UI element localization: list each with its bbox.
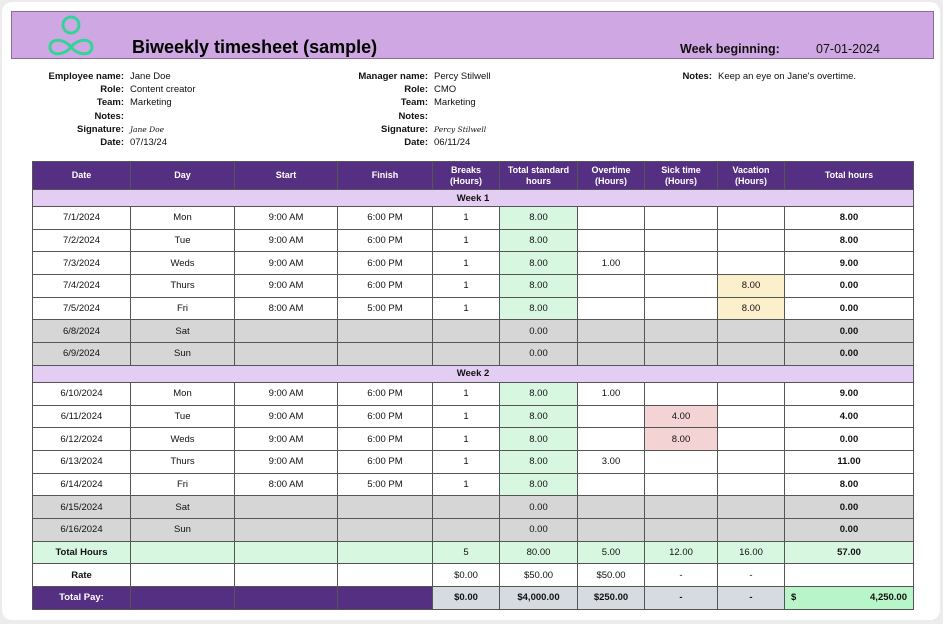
pay-standard: $4,000.00 — [500, 587, 578, 610]
date-cell[interactable]: 6/16/2024 — [33, 518, 131, 541]
overtime-cell[interactable]: 3.00 — [578, 450, 645, 473]
breaks-cell[interactable]: 1 — [433, 428, 500, 451]
day-cell[interactable]: Weds — [131, 428, 235, 451]
employee-name-value[interactable]: Jane Doe — [130, 71, 171, 82]
overtime-cell[interactable]: 1.00 — [578, 382, 645, 405]
total-hours-cell: 9.00 — [785, 382, 914, 405]
overtime-cell[interactable] — [578, 428, 645, 451]
col-header-text: Total hours — [824, 170, 874, 180]
standard-hours-cell[interactable]: 8.00 — [500, 382, 578, 405]
manager-notes-label: Notes: — [398, 110, 428, 122]
finish-cell[interactable]: 5:00 PM — [338, 473, 433, 496]
total-breaks: 5 — [433, 541, 500, 564]
vacation-cell[interactable]: 8.00 — [718, 297, 785, 320]
employee-notes-label: Notes: — [94, 110, 124, 122]
vacation-cell[interactable] — [718, 343, 785, 366]
table-row — [33, 207, 914, 230]
employee-role-value[interactable]: Content creator — [130, 84, 196, 96]
breaks-cell[interactable]: 1 — [433, 229, 500, 252]
col-header-text: Date — [71, 170, 92, 180]
total-hours-cell: 9.00 — [785, 252, 914, 275]
breaks-cell[interactable]: 1 — [433, 473, 500, 496]
page-title: Biweekly timesheet (sample) — [132, 37, 378, 57]
col-header-text: Overtime — [591, 164, 631, 175]
col-header-total-hours — [785, 162, 914, 190]
overtime-cell[interactable] — [578, 473, 645, 496]
sick-time-cell[interactable]: 8.00 — [645, 428, 718, 451]
vacation-cell[interactable] — [718, 496, 785, 519]
notes-info — [652, 70, 856, 83]
date-cell[interactable]: 6/9/2024 — [33, 343, 131, 366]
day-cell[interactable]: Tue — [131, 229, 235, 252]
total-hours-cell: 0.00 — [785, 496, 914, 519]
date-cell[interactable]: 6/8/2024 — [33, 320, 131, 343]
start-cell[interactable] — [235, 518, 338, 541]
empty-cell — [235, 587, 338, 610]
total-pay-row — [33, 587, 914, 610]
start-cell[interactable] — [235, 496, 338, 519]
breaks-cell[interactable] — [433, 518, 500, 541]
sick-time-cell[interactable] — [645, 382, 718, 405]
col-header-text: Day — [174, 170, 191, 180]
day-cell[interactable]: Sun — [131, 343, 235, 366]
overtime-cell[interactable] — [578, 496, 645, 519]
date-cell[interactable]: 7/5/2024 — [33, 297, 131, 320]
day-cell[interactable]: Mon — [131, 207, 235, 230]
rate-overtime[interactable]: $50.00 — [578, 564, 645, 587]
total-pay-value — [785, 587, 914, 610]
employee-team-value[interactable]: Marketing — [130, 97, 172, 109]
standard-hours-cell[interactable]: 8.00 — [500, 252, 578, 275]
table-row — [33, 518, 914, 541]
empty-cell — [131, 564, 235, 587]
table-row — [33, 428, 914, 451]
standard-hours-cell[interactable]: 8.00 — [500, 297, 578, 320]
col-header-overtime — [578, 162, 645, 190]
finish-cell[interactable] — [338, 518, 433, 541]
breaks-cell[interactable] — [433, 496, 500, 519]
day-cell[interactable]: Sun — [131, 518, 235, 541]
sick-time-cell[interactable]: 4.00 — [645, 405, 718, 428]
total-pay-label: Total Pay: — [33, 587, 131, 610]
manager-signature-label: Signature: — [381, 123, 428, 135]
employee-signature: Jane Doe — [130, 124, 165, 134]
start-cell[interactable]: 9:00 AM — [235, 207, 338, 230]
breaks-cell[interactable]: 1 — [433, 297, 500, 320]
rate-label: Rate — [33, 564, 131, 587]
total-hours-cell: 11.00 — [785, 450, 914, 473]
finish-cell[interactable]: 6:00 PM — [338, 275, 433, 298]
total-hours-label: Total Hours — [33, 541, 131, 564]
overtime-cell[interactable] — [578, 518, 645, 541]
start-cell[interactable]: 8:00 AM — [235, 297, 338, 320]
rate-row — [33, 564, 914, 587]
notes-label: Notes: — [682, 71, 712, 82]
standard-hours-cell[interactable]: 0.00 — [500, 320, 578, 343]
overtime-cell[interactable] — [578, 275, 645, 298]
grand-total-hours: 57.00 — [785, 541, 914, 564]
empty-cell — [235, 541, 338, 564]
overtime-cell[interactable] — [578, 229, 645, 252]
employee-signature-label: Signature: — [77, 123, 124, 135]
start-cell[interactable]: 9:00 AM — [235, 229, 338, 252]
total-hours-cell: 8.00 — [785, 207, 914, 230]
date-cell[interactable]: 7/3/2024 — [33, 252, 131, 275]
vacation-cell[interactable] — [718, 473, 785, 496]
start-cell[interactable]: 9:00 AM — [235, 450, 338, 473]
sick-time-cell[interactable] — [645, 473, 718, 496]
table-row — [33, 405, 914, 428]
employee-date-value[interactable]: 07/13/24 — [130, 137, 167, 149]
finish-cell[interactable]: 6:00 PM — [338, 382, 433, 405]
employee-team-label: Team: — [96, 97, 124, 109]
day-cell[interactable]: Mon — [131, 382, 235, 405]
start-cell[interactable]: 9:00 AM — [235, 428, 338, 451]
notes-value[interactable]: Keep an eye on Jane's overtime. — [718, 71, 857, 82]
standard-hours-cell[interactable]: 8.00 — [500, 229, 578, 252]
overtime-cell[interactable]: 1.00 — [578, 252, 645, 275]
start-cell[interactable] — [235, 320, 338, 343]
total-hours-cell: 8.00 — [785, 229, 914, 252]
start-cell[interactable]: 9:00 AM — [235, 252, 338, 275]
manager-name-value[interactable]: Percy Stilwell — [434, 71, 491, 82]
table-row — [33, 473, 914, 496]
col-header-text: Vacation — [732, 164, 770, 175]
col-header-text: (Hours) — [450, 175, 482, 186]
vacation-cell[interactable] — [718, 428, 785, 451]
date-cell[interactable]: 6/14/2024 — [33, 473, 131, 496]
breaks-cell[interactable]: 1 — [433, 450, 500, 473]
empty-cell — [131, 541, 235, 564]
day-cell[interactable]: Thurs — [131, 275, 235, 298]
standard-hours-cell[interactable]: 8.00 — [500, 405, 578, 428]
vacation-cell[interactable]: 8.00 — [718, 275, 785, 298]
finish-cell[interactable]: 6:00 PM — [338, 428, 433, 451]
finish-cell[interactable]: 6:00 PM — [338, 450, 433, 473]
standard-hours-cell[interactable]: 8.00 — [500, 207, 578, 230]
vacation-cell[interactable] — [718, 450, 785, 473]
total-vacation: 16.00 — [718, 541, 785, 564]
standard-hours-cell[interactable]: 0.00 — [500, 518, 578, 541]
total-hours-cell: 0.00 — [785, 343, 914, 366]
table-row — [33, 252, 914, 275]
col-header-day — [131, 162, 235, 190]
day-cell[interactable]: Thurs — [131, 450, 235, 473]
week-beginning-value[interactable]: 07-01-2024 — [816, 42, 880, 56]
finish-cell[interactable]: 6:00 PM — [338, 252, 433, 275]
empty-cell — [785, 564, 914, 587]
sick-time-cell[interactable] — [645, 450, 718, 473]
breaks-cell[interactable]: 1 — [433, 252, 500, 275]
sick-time-cell[interactable] — [645, 518, 718, 541]
week-beginning-label: Week beginning: — [680, 42, 780, 56]
col-header-text: Breaks — [450, 164, 482, 175]
date-cell[interactable]: 7/1/2024 — [33, 207, 131, 230]
breaks-cell[interactable]: 1 — [433, 207, 500, 230]
rate-breaks[interactable]: $0.00 — [433, 564, 500, 587]
timesheet-sheet — [2, 2, 940, 620]
table-header-row — [33, 162, 914, 190]
pay-breaks: $0.00 — [433, 587, 500, 610]
standard-hours-cell[interactable]: 0.00 — [500, 343, 578, 366]
date-cell[interactable]: 6/12/2024 — [33, 428, 131, 451]
col-header-total-standard-hours — [500, 162, 578, 190]
vacation-cell[interactable] — [718, 382, 785, 405]
day-cell[interactable]: Tue — [131, 405, 235, 428]
standard-hours-cell[interactable]: 8.00 — [500, 428, 578, 451]
col-header-text: (Hours) — [665, 175, 697, 186]
empty-cell — [338, 587, 433, 610]
standard-hours-cell[interactable]: 8.00 — [500, 450, 578, 473]
vacation-cell[interactable] — [718, 252, 785, 275]
breaks-cell[interactable] — [433, 320, 500, 343]
col-header-vacation — [718, 162, 785, 190]
total-pay-amount: 4,250.00 — [870, 592, 907, 604]
vacation-cell[interactable] — [718, 207, 785, 230]
sick-time-cell[interactable] — [645, 229, 718, 252]
finish-cell[interactable] — [338, 320, 433, 343]
total-overtime: 5.00 — [578, 541, 645, 564]
pay-vacation: - — [718, 587, 785, 610]
col-header-text: Total standard — [507, 164, 570, 175]
sick-time-cell[interactable] — [645, 252, 718, 275]
manager-role-label: Role: — [404, 84, 428, 96]
col-header-text: hours — [525, 175, 551, 186]
standard-hours-cell[interactable]: 8.00 — [500, 473, 578, 496]
total-hours-cell: 4.00 — [785, 405, 914, 428]
infinity-logo-icon — [42, 14, 100, 58]
col-header-finish — [338, 162, 433, 190]
finish-cell[interactable]: 6:00 PM — [338, 207, 433, 230]
employee-role-label: Role: — [100, 84, 124, 96]
table-row — [33, 382, 914, 405]
vacation-cell[interactable] — [718, 229, 785, 252]
manager-signature: Percy Stilwell — [434, 124, 487, 134]
sick-time-cell[interactable] — [645, 496, 718, 519]
col-header-breaks — [433, 162, 500, 190]
empty-cell — [338, 541, 433, 564]
manager-info — [336, 70, 491, 149]
date-cell[interactable]: 6/15/2024 — [33, 496, 131, 519]
rate-sick[interactable]: - — [645, 564, 718, 587]
employee-info — [32, 70, 195, 149]
day-cell[interactable]: Sat — [131, 320, 235, 343]
employee-name-label: Employee name: — [48, 71, 124, 82]
breaks-cell[interactable]: 1 — [433, 382, 500, 405]
table-row — [33, 229, 914, 252]
overtime-cell[interactable] — [578, 405, 645, 428]
col-header-text: Finish — [371, 170, 399, 180]
date-cell[interactable]: 6/11/2024 — [33, 405, 131, 428]
date-cell[interactable]: 6/10/2024 — [33, 382, 131, 405]
vacation-cell[interactable] — [718, 405, 785, 428]
empty-cell — [131, 587, 235, 610]
col-header-text: (Hours) — [735, 175, 767, 186]
date-cell[interactable]: 7/4/2024 — [33, 275, 131, 298]
week-label-row — [33, 365, 914, 382]
total-hours-cell: 0.00 — [785, 428, 914, 451]
sick-time-cell[interactable] — [645, 320, 718, 343]
table-row — [33, 343, 914, 366]
week-label-row — [33, 190, 914, 207]
finish-cell[interactable] — [338, 343, 433, 366]
empty-cell — [338, 564, 433, 587]
manager-date-label: Date: — [404, 137, 428, 149]
breaks-cell[interactable]: 1 — [433, 275, 500, 298]
pay-sick: - — [645, 587, 718, 610]
manager-name-label: Manager name: — [358, 71, 428, 82]
week-label: Week 1 — [33, 190, 914, 207]
standard-hours-cell[interactable]: 0.00 — [500, 496, 578, 519]
finish-cell[interactable]: 5:00 PM — [338, 297, 433, 320]
table-row — [33, 450, 914, 473]
col-header-text: Start — [275, 170, 297, 180]
total-hours-cell: 0.00 — [785, 275, 914, 298]
table-row — [33, 496, 914, 519]
manager-date-value[interactable]: 06/11/24 — [434, 137, 471, 149]
start-cell[interactable]: 9:00 AM — [235, 382, 338, 405]
total-hours-cell: 0.00 — [785, 518, 914, 541]
table-row — [33, 320, 914, 343]
date-cell[interactable]: 7/2/2024 — [33, 229, 131, 252]
finish-cell[interactable]: 6:00 PM — [338, 229, 433, 252]
sick-time-cell[interactable] — [645, 297, 718, 320]
breaks-cell[interactable]: 1 — [433, 405, 500, 428]
breaks-cell[interactable] — [433, 343, 500, 366]
currency-symbol: $ — [791, 592, 797, 604]
overtime-cell[interactable] — [578, 207, 645, 230]
overtime-cell[interactable] — [578, 297, 645, 320]
manager-role-value[interactable]: CMO — [434, 84, 457, 96]
start-cell[interactable]: 9:00 AM — [235, 275, 338, 298]
rate-standard[interactable]: $50.00 — [500, 564, 578, 587]
total-hours-row — [33, 541, 914, 564]
sick-time-cell[interactable] — [645, 275, 718, 298]
manager-team-value[interactable]: Marketing — [434, 97, 476, 109]
day-cell[interactable]: Sat — [131, 496, 235, 519]
total-hours-cell: 0.00 — [785, 297, 914, 320]
vacation-cell[interactable] — [718, 518, 785, 541]
timesheet-table — [32, 161, 914, 610]
vacation-cell[interactable] — [718, 320, 785, 343]
sick-time-cell[interactable] — [645, 343, 718, 366]
week-label: Week 2 — [33, 365, 914, 382]
total-sick: 12.00 — [645, 541, 718, 564]
start-cell[interactable]: 8:00 AM — [235, 473, 338, 496]
employee-notes-value[interactable] — [124, 110, 130, 123]
total-hours-cell: 8.00 — [785, 473, 914, 496]
day-cell[interactable]: Fri — [131, 473, 235, 496]
col-header-start — [235, 162, 338, 190]
rate-vacation[interactable]: - — [718, 564, 785, 587]
col-header-text: Sick time — [661, 164, 701, 175]
header-bar — [11, 11, 934, 59]
start-cell[interactable]: 9:00 AM — [235, 405, 338, 428]
col-header-text: (Hours) — [595, 175, 627, 186]
col-header-date — [33, 162, 131, 190]
manager-notes-value[interactable] — [428, 110, 434, 123]
overtime-cell[interactable] — [578, 320, 645, 343]
total-standard: 80.00 — [500, 541, 578, 564]
sick-time-cell[interactable] — [645, 207, 718, 230]
empty-cell — [235, 564, 338, 587]
finish-cell[interactable] — [338, 496, 433, 519]
standard-hours-cell[interactable]: 8.00 — [500, 275, 578, 298]
table-row — [33, 297, 914, 320]
total-hours-cell: 0.00 — [785, 320, 914, 343]
start-cell[interactable] — [235, 343, 338, 366]
day-cell[interactable]: Fri — [131, 297, 235, 320]
manager-team-label: Team: — [400, 97, 428, 109]
employee-date-label: Date: — [100, 137, 124, 149]
date-cell[interactable]: 6/13/2024 — [33, 450, 131, 473]
day-cell[interactable]: Weds — [131, 252, 235, 275]
table-row — [33, 275, 914, 298]
pay-overtime: $250.00 — [578, 587, 645, 610]
col-header-sick-time — [645, 162, 718, 190]
overtime-cell[interactable] — [578, 343, 645, 366]
finish-cell[interactable]: 6:00 PM — [338, 405, 433, 428]
